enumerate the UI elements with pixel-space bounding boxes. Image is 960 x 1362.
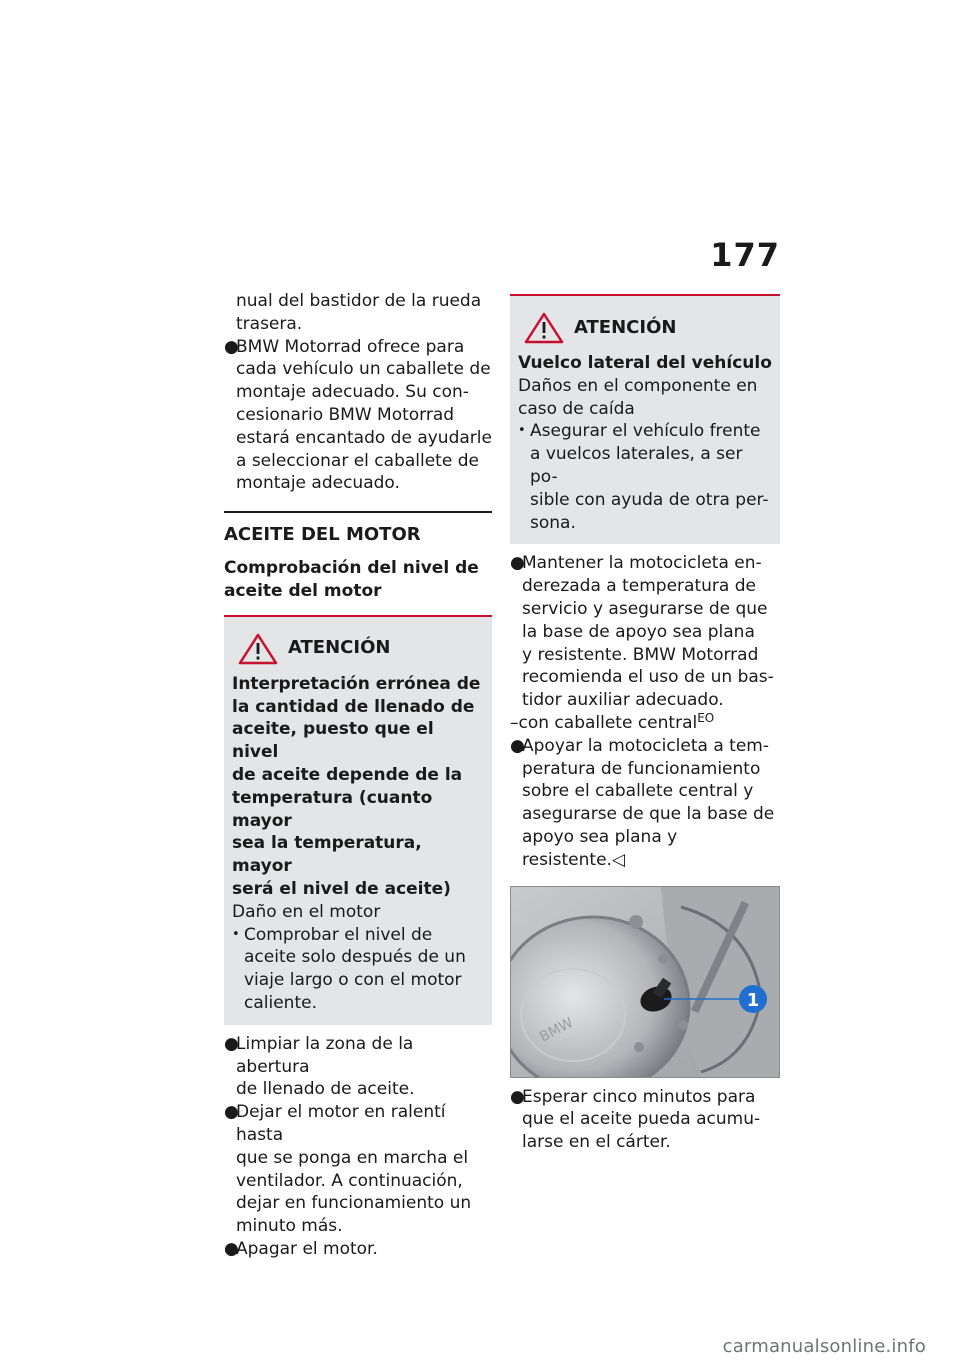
- text-line: será el nivel de aceite): [232, 878, 451, 899]
- text-line: nual del bastidor de la rueda: [236, 291, 482, 311]
- bullet-dot: ●: [224, 1102, 239, 1123]
- warning-action: [518, 420, 772, 534]
- text-line: que el aceite pueda acumu-: [522, 1109, 761, 1130]
- bullet-dot: ●: [510, 1086, 525, 1107]
- text-line: Interpretación errónea de: [232, 673, 481, 694]
- text-line: de aceite depende de la: [232, 764, 463, 785]
- text-line: asegurarse de que la base de: [522, 804, 775, 825]
- text-line: larse en el cárter.: [522, 1132, 671, 1153]
- text-line: montaje adecuado. Su con-: [236, 382, 469, 403]
- text-line: Apagar el motor.: [236, 1238, 378, 1259]
- warning-triangle-icon: [524, 312, 564, 344]
- warning-label: ATENCIÓN: [574, 316, 677, 338]
- engine-logo: BMW: [537, 1014, 577, 1046]
- right-column: [510, 294, 780, 1154]
- text-line: apoyo sea plana y resistente.: [522, 826, 678, 870]
- text-line: Apoyar la motocicleta a tem-: [522, 735, 769, 756]
- bullet-dot: •: [232, 926, 240, 942]
- warning-action: [232, 924, 484, 1015]
- callout-number: 1: [746, 989, 760, 1011]
- text-line: caliente.: [244, 992, 317, 1013]
- text-line: cesionario BMW Motorrad: [236, 404, 455, 425]
- text-line: la base de apoyo sea plana: [522, 621, 755, 642]
- text-line: sea la temperatura, mayor: [232, 833, 422, 877]
- step-clean-opening: [224, 1033, 492, 1101]
- bullet-dot: ●: [224, 1238, 239, 1259]
- condition-text: con caballete central: [518, 712, 698, 733]
- text-line: peratura de funcionamiento: [522, 758, 761, 779]
- text-line: Dejar el motor en ralentí hasta: [236, 1102, 446, 1145]
- text-line: Comprobación del nivel de: [224, 558, 479, 579]
- step-wait-five-minutes: [510, 1086, 780, 1154]
- text-line: y resistente. BMW Motorrad: [522, 644, 759, 665]
- bullet-bmw-stand: [224, 336, 492, 496]
- page-number: 177: [710, 236, 780, 274]
- text-line: derezada a temperatura de: [522, 576, 756, 597]
- text-line: trasera.: [236, 313, 303, 334]
- bullet-dot: ●: [224, 336, 239, 357]
- warning-header: [518, 310, 772, 346]
- engine-oil-filler-figure: [510, 886, 780, 1078]
- text-line: recomienda el uso de un bas-: [522, 667, 774, 688]
- text-line: aceite solo después de un: [244, 947, 466, 968]
- text-line: estará encantado de ayudarle: [236, 427, 492, 448]
- text-line: montaje adecuado.: [236, 473, 400, 494]
- bullet-dot: ●: [510, 735, 525, 756]
- left-column: [224, 290, 492, 1261]
- text-line: temperatura (cuanto mayor: [232, 787, 433, 831]
- text-line: de llenado de aceite.: [236, 1079, 415, 1100]
- text-line: Limpiar la zona de la abertura: [236, 1033, 414, 1077]
- warning-box-tipover: [510, 294, 780, 544]
- text-line: viaje largo o con el motor: [244, 970, 462, 991]
- bullet-dot: ●: [224, 1033, 239, 1054]
- text-line: sible con ayuda de otra per-: [530, 489, 769, 510]
- subsection-title: [224, 557, 492, 603]
- engine-photo: [511, 887, 779, 1077]
- text-line: a seleccionar el caballete de: [236, 450, 479, 471]
- text-line: tidor auxiliar adecuado.: [522, 690, 724, 711]
- text-line: cada vehículo un caballete de: [236, 359, 491, 380]
- text-line: aceite del motor: [224, 580, 382, 601]
- text-line: BMW Motorrad ofrece para: [236, 336, 465, 357]
- optional-equipment-mark: EO: [697, 710, 715, 725]
- step-center-stand: [510, 735, 780, 872]
- warning-header: [232, 631, 484, 667]
- intro-text: [224, 290, 492, 336]
- text-line: servicio y asegurarse de que: [522, 598, 768, 619]
- text-line: sobre el caballete central y: [522, 781, 754, 802]
- watermark: carmanualsonline.info: [722, 1336, 926, 1357]
- text-line: ventilador. A continuación,: [236, 1170, 463, 1191]
- warning-box-oil: [224, 615, 492, 1025]
- text-line: minuto más.: [236, 1216, 343, 1237]
- text-line: aceite, puesto que el nivel: [232, 719, 434, 763]
- warning-title: [232, 673, 484, 901]
- warning-title: Vuelco lateral del vehículo: [518, 353, 772, 373]
- bullet-dot: •: [518, 423, 526, 439]
- step-engine-off: [224, 1238, 492, 1261]
- end-mark-icon: ◁: [611, 849, 626, 870]
- text-line: Asegurar el vehículo frente: [530, 421, 761, 442]
- warning-triangle-icon: [238, 633, 278, 665]
- text-line: Comprobar el nivel de: [244, 924, 433, 945]
- step-keep-upright: [510, 552, 780, 712]
- warning-consequence: Daño en el motor: [232, 901, 381, 922]
- warning-label: ATENCIÓN: [288, 637, 391, 659]
- section-title: ACEITE DEL MOTOR: [224, 524, 421, 546]
- text-line: Daños en el componente en: [518, 375, 758, 396]
- text-line: la cantidad de llenado de: [232, 696, 475, 717]
- step-idle-engine: [224, 1101, 492, 1238]
- text-line: a vuelcos laterales, a ser po-: [530, 444, 743, 487]
- dash-mark: –: [510, 712, 519, 733]
- warning-consequence: [518, 375, 772, 421]
- text-line: Mantener la motocicleta en-: [522, 553, 762, 574]
- text-line: que se ponga en marcha el: [236, 1147, 469, 1168]
- text-line: caso de caída: [518, 398, 635, 419]
- condition-center-stand: [510, 712, 780, 735]
- text-line: sona.: [530, 512, 576, 533]
- text-line: dejar en funcionamiento un: [236, 1193, 472, 1214]
- text-line: Esperar cinco minutos para: [522, 1086, 756, 1107]
- section-divider: [224, 511, 492, 513]
- bullet-dot: ●: [510, 553, 525, 574]
